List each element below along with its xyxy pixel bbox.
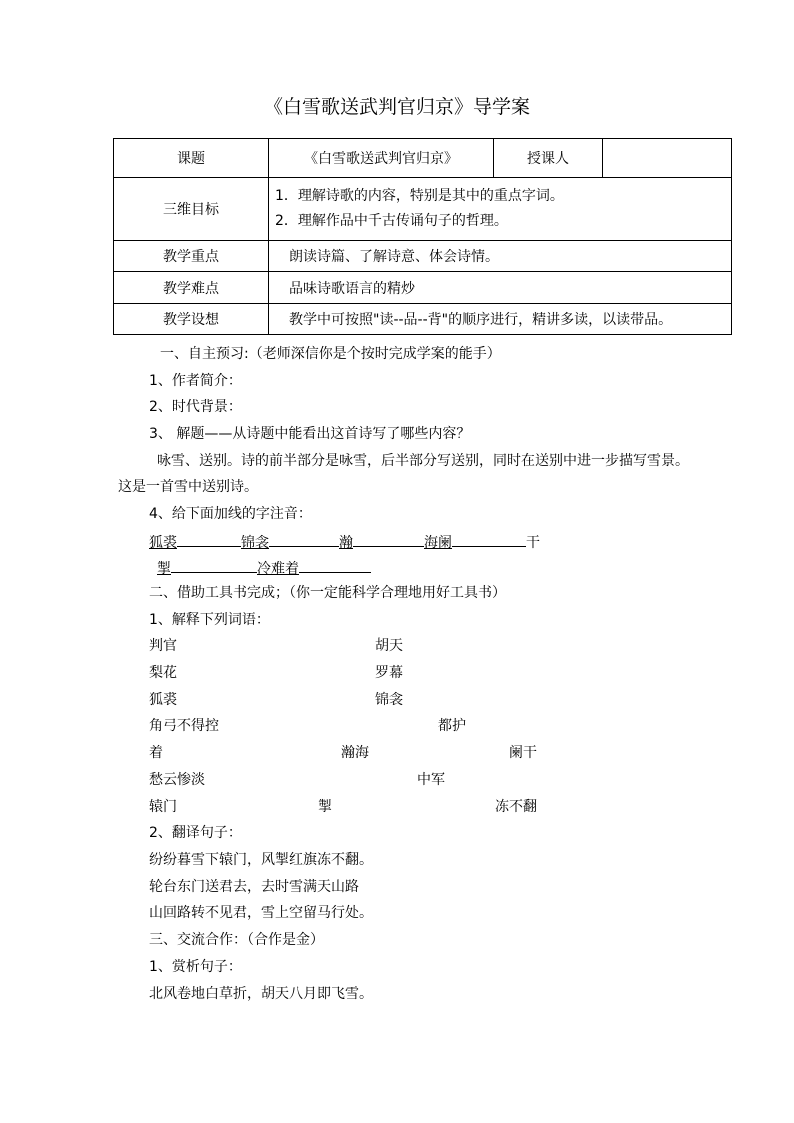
goals-label: 三维目标 — [114, 178, 269, 241]
pinyin-word: 干 — [526, 535, 540, 551]
q-pinyin: 4、给下面加线的字注音： — [149, 506, 312, 522]
pinyin-row-1 — [149, 533, 540, 550]
term: 罗幕 — [375, 665, 403, 681]
answer-blank[interactable] — [452, 533, 526, 547]
term: 瀚海 — [341, 745, 369, 761]
section2-heading: 二、借助工具书完成；（你一定能科学合理地用好工具书） — [149, 585, 506, 601]
term: 阑干 — [509, 745, 537, 761]
difficulty-label: 教学难点 — [114, 272, 269, 304]
section1-heading: 一、自主预习:（老师深信你是个按时完成学案的能手） — [160, 346, 501, 362]
answer-blank[interactable] — [177, 533, 241, 547]
q-author-intro: 1、作者简介： — [149, 373, 242, 389]
term: 锦衾 — [375, 692, 403, 708]
term: 掣 — [318, 799, 332, 815]
pinyin-word: 掣 — [157, 561, 171, 577]
term: 角弓不得控 — [149, 718, 219, 734]
term: 愁云惨淡 — [149, 772, 205, 788]
section3-heading: 三、交流合作：（合作是金） — [149, 932, 324, 948]
pinyin-word: 冷难着 — [257, 561, 299, 577]
course-row — [114, 139, 732, 178]
design-label: 教学设想 — [114, 304, 269, 335]
difficulty-value: 品味诗歌语言的精炒 — [269, 272, 732, 304]
key-value: 朗读诗篇、了解诗意、体会诗情。 — [269, 241, 732, 272]
q-appreciate: 1、赏析句子： — [149, 959, 242, 975]
answer-blank[interactable] — [171, 559, 257, 573]
term: 都护 — [438, 718, 466, 734]
q-translate: 2、翻译句子： — [149, 825, 242, 841]
q-title-analysis: 3、 解题——从诗题中能看出这首诗写了哪些内容？ — [149, 426, 471, 442]
teacher-value — [603, 139, 732, 178]
translate-sentence: 山回路转不见君，雪上空留马行处。 — [149, 905, 373, 921]
course-name: 《白雪歌送武判官归京》 — [269, 139, 494, 178]
term: 着 — [149, 745, 163, 761]
key-label: 教学重点 — [114, 241, 269, 272]
term: 梨花 — [149, 665, 177, 681]
pinyin-row-2 — [157, 559, 371, 576]
term: 胡天 — [375, 638, 403, 654]
answer-blank[interactable] — [353, 533, 424, 547]
translate-sentence: 轮台东门送君去，去时雪满天山路 — [149, 879, 359, 895]
term: 判官 — [149, 638, 177, 654]
translate-sentence: 纷纷暮雪下辕门，风掣红旗冻不翻。 — [149, 852, 373, 868]
appreciate-sentence: 北风卷地白草折，胡天八月即飞雪。 — [149, 986, 373, 1002]
design-row — [114, 304, 732, 335]
term: 辕门 — [149, 799, 177, 815]
answer-blank[interactable] — [299, 559, 371, 573]
course-label: 课题 — [114, 139, 269, 178]
term: 冻不翻 — [495, 799, 537, 815]
q-explain-terms: 1、解释下列词语： — [149, 612, 270, 628]
teacher-label: 授课人 — [494, 139, 603, 178]
answer-line-2: 这是一首雪中送别诗。 — [118, 479, 258, 495]
pinyin-word: 锦衾 — [241, 535, 269, 551]
lesson-info-table — [113, 138, 732, 335]
goal-item: 1．理解诗歌的内容，特别是其中的重点字词。 — [275, 188, 564, 204]
difficulty-row — [114, 272, 732, 304]
answer-blank[interactable] — [269, 533, 339, 547]
design-value: 教学中可按照"读--品--背"的顺序进行，精讲多读，以读带品。 — [269, 304, 732, 335]
document-title: 《白雪歌送武判官归京》导学案 — [263, 96, 530, 118]
pinyin-word: 海阑 — [424, 535, 452, 551]
answer-line-1: 咏雪、送别。诗的前半部分是咏雪，后半部分写送别，同时在送别中进一步描写雪景。 — [157, 453, 689, 469]
pinyin-word: 瀚 — [339, 535, 353, 551]
pinyin-word: 狐裘 — [149, 535, 177, 551]
term: 中军 — [417, 772, 445, 788]
goal-item: 2．理解作品中千古传诵句子的哲理。 — [275, 213, 508, 229]
goals-cell — [269, 178, 732, 241]
key-row — [114, 241, 732, 272]
term: 狐裘 — [149, 692, 177, 708]
goals-row — [114, 178, 732, 241]
q-background: 2、时代背景： — [149, 399, 242, 415]
